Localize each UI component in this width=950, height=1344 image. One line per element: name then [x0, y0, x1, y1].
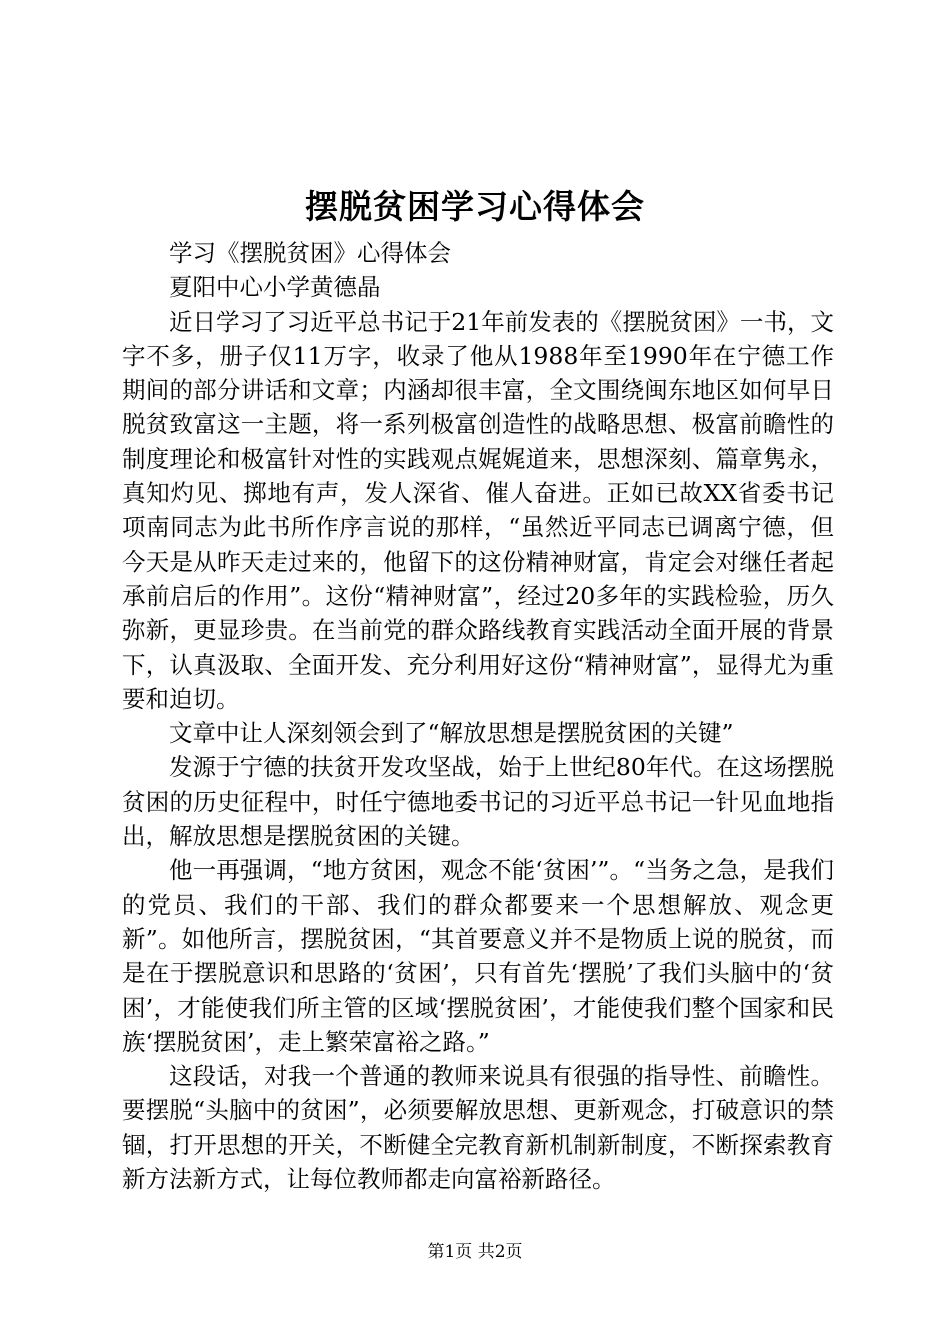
document-title: 摆脱贫困学习心得体会 — [305, 187, 645, 226]
page-number-footer: 第1页 共2页 — [427, 1242, 523, 1262]
body-paragraph: 近日学习了习近平总书记于21年前发表的《摆脱贫困》一书，文字不多，册子仅11万字，收录了他从1988年至1990年在宁德工作期间的部分讲话和文章；内涵却很丰富，全文围绕闽东地区如何早日脱贫致富这一主题，将一系列极富创造性的战略思想、极富前瞻性的制度理论和极富针对性的实践观点娓娓道来，思想深刻、篇章隽永，真知灼见、掷地有声，发人深省、催人奋进。正如已故XX省委书记项南同志为此书所作序言说的那样，“虽然近平同志已调离宁德，但今天是从昨天走过来的，他留下的这份精神财富，肯定会对继任者起承前启后的作用”。这份“精神财富”，经过20多年的实践检验，历久弥新，更显珍贵。在当前党的群众路线教育实践活动全面开展的背景下，认真汲取、全面开发、充分利用好这份“精神财富”，显得尤为重要和迫切。 — [122, 307, 834, 713]
body-paragraph: 文章中让人深刻领会到了“解放思想是摆脱贫困的关键” — [169, 719, 734, 748]
author-paragraph: 夏阳中心小学黄德晶 — [169, 273, 381, 302]
body-paragraph: 这段话，对我一个普通的教师来说具有很强的指导性、前瞻性。要摆脱“头脑中的贫困”，必须要解放思想、更新观念，打破意识的禁锢，打开思想的开关，不断健全完教育新机制新制度，不断探索教育新方法新方式，让每位教师都走向富裕新路径。 — [122, 1062, 834, 1194]
body-paragraph: 他一再强调，“地方贫困，观念不能‘贫困’”。“当务之急，是我们的党员、我们的干部、我们的群众都要来一个思想解放、观念更新”。如他所言，摆脱贫困，“其首要意义并不是物质上说的脱贫，而是在于摆脱意识和思路的‘贫困’，只有首先‘摆脱’了我们头脑中的‘贫困’，才能使我们所主管的区域‘摆脱贫困’，才能使我们整个国家和民族‘摆脱贫困’，走上繁荣富裕之路。” — [122, 856, 834, 1056]
subtitle-paragraph: 学习《摆脱贫困》心得体会 — [169, 239, 451, 267]
body-paragraph: 发源于宁德的扶贫开发攻坚战，始于上世纪80年代。在这场摆脱贫困的历史征程中，时任宁德地委书记的习近平总书记一针见血地指出，解放思想是摆脱贫困的关键。 — [122, 753, 834, 851]
document-body — [122, 236, 834, 1196]
